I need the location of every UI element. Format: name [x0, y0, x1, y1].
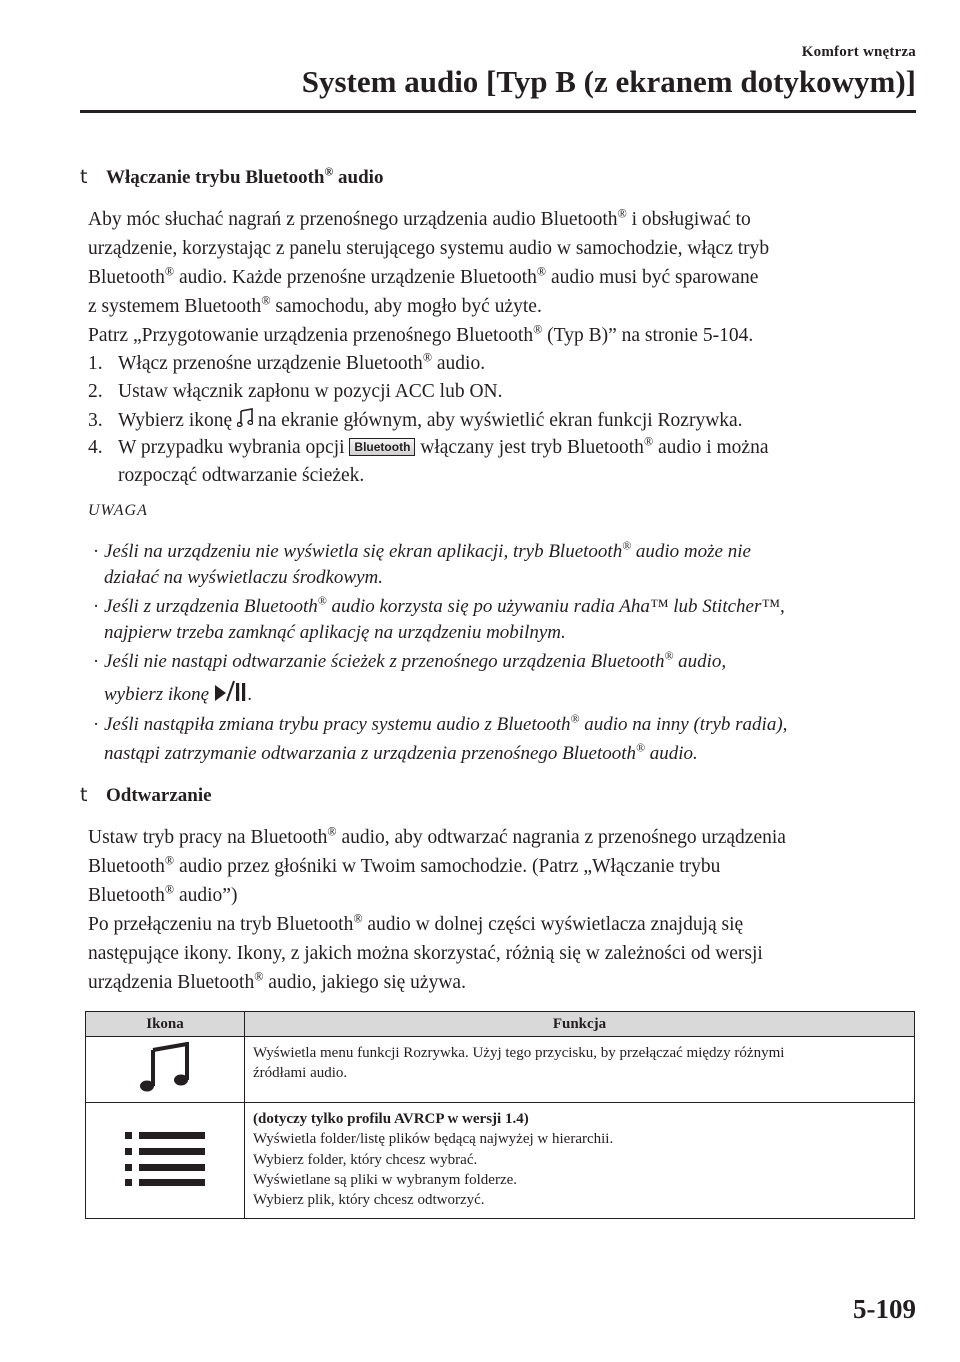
- step-item-continuation: rozpocząć odtwarzanie ścieżek.: [118, 465, 365, 486]
- note-bullet: · Jeśli z urządzenia Bluetooth® audio korzysta się po używaniu radia Aha™ lub Stitcher™,: [92, 594, 785, 617]
- page-title: System audio [Typ B (z ekranem dotykowym)]: [301, 64, 916, 99]
- note-bullet-continuation: najpierw trzeba zamknąć aplikację na urządzeniu mobilnym.: [104, 622, 566, 643]
- function-text: Wyświetla folder/listę plików będącą najwyżej w hierarchii.: [253, 1131, 614, 1148]
- paragraph-line: Bluetooth® audio. Każde przenośne urządzenie Bluetooth® audio musi być sparowane: [88, 264, 759, 288]
- bluetooth-button[interactable]: Bluetooth: [349, 438, 415, 456]
- function-text: Wyświetla menu funkcji Rozrywka. Użyj tego przycisku, by przełączać między różnymi: [253, 1045, 785, 1061]
- paragraph-line: urządzenie, korzystając z panelu sterującego systemu audio w samochodzie, włącz tryb: [88, 238, 770, 259]
- page-number: 5-109: [853, 1294, 916, 1324]
- note-bullet: · Jeśli nie nastąpi odtwarzanie ścieżek z przenośnego urządzenia Bluetooth® audio,: [92, 649, 727, 672]
- music-note-icon: [139, 1080, 191, 1096]
- header-rule: [80, 110, 916, 113]
- paragraph-line: Ustaw tryb pracy na Bluetooth® audio, aby odtwarzać nagrania z przenośnego urządzenia: [88, 824, 786, 848]
- paragraph-line: Bluetooth® audio przez głośniki w Twoim samochodzie. (Patrz „Włączanie trybu: [88, 853, 721, 877]
- table-row: [86, 1103, 915, 1219]
- note-bullet-continuation: działać na wyświetlaczu środkowym.: [104, 567, 383, 588]
- paragraph-line: urządzenia Bluetooth® audio, jakiego się używa.: [88, 969, 466, 993]
- note-bullet: · Jeśli na urządzeniu nie wyświetla się ekran aplikacji, tryb Bluetooth® audio może nie: [92, 539, 751, 562]
- step-item: 4. W przypadku wybrania opcji Bluetooth włączany jest tryb Bluetooth® audio i można: [88, 434, 769, 458]
- paragraph-line: Aby móc słuchać nagrań z przenośnego urządzenia audio Bluetooth® i obsługiwać to: [88, 206, 751, 230]
- chapter-label: Komfort wnętrza: [801, 44, 916, 60]
- table-header-row: [86, 1012, 915, 1037]
- note-bullet-continuation: wybierz ikonę .: [104, 680, 253, 709]
- function-note: (dotyczy tylko profilu AVRCP w wersji 1.4): [253, 1111, 529, 1127]
- list-icon: [125, 1174, 205, 1190]
- paragraph-line: z systemem Bluetooth® samochodu, aby mogło być użyte.: [88, 293, 542, 317]
- step-item: 2. Ustaw włącznik zapłonu w pozycji ACC lub ON.: [88, 381, 503, 402]
- music-note-icon: [237, 408, 253, 434]
- note-bullet: · Jeśli nastąpiła zmiana trybu pracy systemu audio z Bluetooth® audio na inny (tryb radia),: [92, 712, 788, 735]
- paragraph-line: następujące ikony. Ikony, z jakich można skorzystać, różnią się w zależności od wersji: [88, 943, 763, 964]
- function-text: źródłami audio.: [253, 1065, 348, 1082]
- paragraph-line: Bluetooth® audio”): [88, 882, 238, 906]
- function-text: Wybierz folder, który chcesz wybrać.: [253, 1151, 478, 1168]
- column-header-function: Funkcja: [245, 1012, 915, 1037]
- table-row: [86, 1037, 915, 1103]
- function-text: Wybierz plik, który chcesz odtworzyć.: [253, 1192, 485, 1208]
- column-header-icon: Ikona: [86, 1012, 245, 1037]
- note-title: UWAGA: [88, 502, 148, 519]
- section-marker: t: [80, 166, 88, 188]
- function-text: Wyświetlane są pliki w wybranym folderze.: [253, 1171, 518, 1188]
- paragraph-line: Po przełączeniu na tryb Bluetooth® audio w dolnej części wyświetlacza znajdują się: [88, 911, 744, 935]
- play-pause-icon: [214, 680, 248, 709]
- section-heading-bluetooth: t Włączanie trybu Bluetooth® audio: [80, 165, 384, 188]
- section-heading-playback: t Odtwarzanie: [80, 784, 212, 806]
- step-item: 1. Włącz przenośne urządzenie Bluetooth® audio.: [88, 350, 486, 374]
- icon-function-table: [85, 1011, 915, 1219]
- note-bullet-continuation: nastąpi zatrzymanie odtwarzania z urządzenia przenośnego Bluetooth® audio.: [104, 741, 698, 764]
- step-item: 3. Wybierz ikonę na ekranie głównym, aby wyświetlić ekran funkcji Rozrywka.: [88, 408, 743, 434]
- paragraph-line: Patrz „Przygotowanie urządzenia przenośnego Bluetooth® (Typ B)” na stronie 5-104.: [88, 322, 754, 346]
- section-marker: t: [80, 784, 88, 806]
